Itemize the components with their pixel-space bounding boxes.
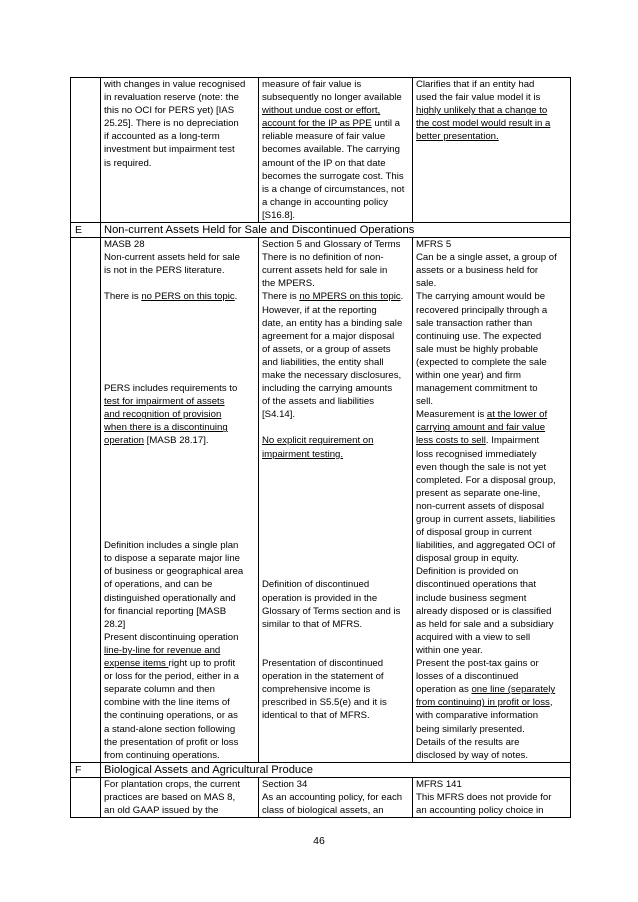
section-f-col1: For plantation crops, the current practices are based on MAS 8, an old GAAP issued by the xyxy=(101,777,259,817)
table-row-continuation xyxy=(71,78,571,223)
section-f-body-row xyxy=(71,777,571,817)
section-f-col2: Section 34 As an accounting policy, for each class of biological assets, an xyxy=(259,777,413,817)
section-e-title-fill xyxy=(413,223,571,238)
section-f-id: F xyxy=(71,762,101,777)
row-id-empty xyxy=(71,777,101,817)
section-e-body-row xyxy=(71,238,571,763)
cont-col2: measure of fair value is subsequently no longer available without undue cost or effort, account for the IP as PPE until a reliable measure of fair value becomes available. The carrying amount of the IP on that date becomes the surrogate cost. This is a change of circumstances, not a change in accounting policy [S16.8]. xyxy=(259,78,413,223)
section-f-col3: MFRS 141 This MFRS does not provide for an accounting policy choice in xyxy=(413,777,571,817)
section-f-title-fill xyxy=(413,762,571,777)
cont-col3: Clarifies that if an entity had used the fair value model it is highly unlikely that a change to the cost model would result in a better presentation. xyxy=(413,78,571,223)
section-e-title: Non-current Assets Held for Sale and Discontinued Operations xyxy=(101,223,413,238)
section-e-col1: MASB 28 Non-current assets held for sale is not in the PERS literature. There is no PERS on this topic. PERS includes requirements to test for impairment of assets and recognition of provision when there is a discontinuing operation [MASB 28.17]. Definition includes a single plan to dispose a separate major line of business or geographical area of operations, and can be distinguished operationally and for financial reporting [MASB 28.2] Present discontinuing operation line-by-line for revenue and expense items right up to profit or loss for the period, either in a separate column and then combine with the line items of the continuing operations, or as a stand-alone section following the presentation of profit or loss from continuing operations. xyxy=(101,238,259,763)
section-e-col2: Section 5 and Glossary of Terms There is no definition of non- current assets held for sale in the MPERS. There is no MPERS on this topic. However, if at the reporting date, an entity has a binding sale agreement for a major disposal of assets, or a group of assets and liabilities, the entity shall make the necessary disclosures, including the carrying amounts of the assets and liabilities [S4.14]. No explicit requirement on impairment testing. Definition of discontinued operation is provided in the Glossary of Terms section and is similar to that of MFRS. Presentation of discontinued operation in the statement of comprehensive income is prescribed in S5.5(e) and it is identical to that of MFRS. xyxy=(259,238,413,763)
row-id-empty xyxy=(71,238,101,763)
cont-col1: with changes in value recognised in revaluation reserve (note: the this no OCI for PERS yet) [IAS 25.25]. There is no depreciation if accounted as a long-term investment but impairment test is required. xyxy=(101,78,259,223)
section-e-header-row xyxy=(71,223,571,238)
section-e-id: E xyxy=(71,223,101,238)
page-number: 46 xyxy=(313,835,325,847)
section-e-col3: MFRS 5 Can be a single asset, a group of assets or a business held for sale. The carrying amount would be recovered principally through a sale transaction rather than continuing use. The expected sale must be highly probable (expected to complete the sale within one year) and firm management commitment to sell. Measurement is at the lower of carrying amount and fair value less costs to sell. Impairment loss recognised immediately even though the sale is not yet completed. For a disposal group, present as separate one-line, non-current assets of disposal group in current assets, liabilities of disposal group in current liabilities, and aggregated OCI of disposal group in equity. Definition is provided on discontinued operations that include business segment already disposed or is classified as held for sale and a subsidiary acquired with a view to sell within one year. Present the post-tax gains or losses of a discontinued operation as one line (separately from continuing) in profit or loss, with comparative information being similarly presented. Details of the results are disclosed by way of notes. xyxy=(413,238,571,763)
section-f-title: Biological Assets and Agricultural Produce xyxy=(101,762,413,777)
comparison-table xyxy=(70,77,570,818)
section-f-header-row xyxy=(71,762,571,777)
row-id-empty xyxy=(71,78,101,223)
